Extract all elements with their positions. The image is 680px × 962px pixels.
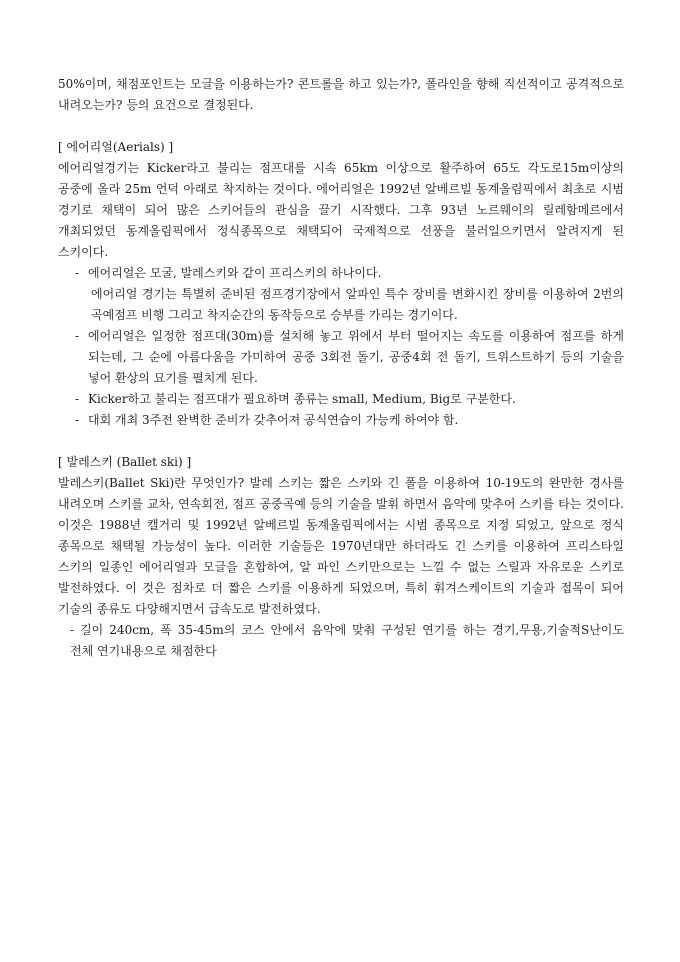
bullet-dash: - (75, 413, 80, 427)
spacer (58, 116, 624, 137)
intro-paragraph: 50%이며, 채점포인트는 모글을 이용하는가? 콘트롤을 하고 있는가?, 폴라인을 향해 직선적이고 공격적으로 내려오는가? 등의 요건으로 결정된다. (58, 77, 624, 112)
aerials-bullet-2 (58, 326, 624, 389)
document-page (58, 74, 624, 662)
aerials-bullet-4 (58, 410, 624, 431)
aerials-paragraph: 에어리얼경기는 Kicker라고 불리는 점프대를 시속 65km 이상으로 활주하여 65도 각도로15m이상의 공중에 올라 25m 언덕 아래로 착지하는 것이다. 에어리얼은 1992년 알베르빌 동계올림픽에서 최초로 시범 경기로 채택이 되어 많은 스키어들의 관심을 끌기 시작했다. 그후 93년 노르웨이의 릴레함메르에서 개최되었던 동계올림픽에서 정식종목으로 채택되어 국제적으로 선풍을 불러일으키면서 알려지게 된 스키이다. (58, 161, 624, 259)
bullet-dash: - (75, 266, 80, 280)
bullet-dash: - (75, 392, 80, 406)
bullet-text: Kicker하고 불리는 점프대가 필요하며 종류는 small, Medium, Big로 구분한다. (88, 392, 516, 406)
ballet-bullet: - 길이 240cm, 폭 35-45m의 코스 안에서 음악에 맞춰 구성된 연기를 하는 경기,무용,기술적S난이도 전체 연기내용으로 채점한다 (70, 623, 624, 658)
bullet-dash: - (75, 329, 80, 343)
bullet-text: 에어리얼은 일정한 점프대(30m)를 설치해 놓고 위에서 부터 떨어지는 속도를 이용하여 점프를 하게 되는데, 그 순에 아름다움을 가미하여 공중 3회전 돌기, 공중4회 전 돌기, 트위스트하기 등의 기술을 넣어 환상의 묘기를 펼치게 된다. (88, 329, 624, 385)
aerials-heading: [ 에어리얼(Aerials) ] (58, 140, 174, 154)
bullet-text: 대회 개최 3주전 완벽한 준비가 갖추어져 공식연습이 가능케 하여야 함. (88, 413, 459, 427)
aerials-bullet-1-detail: 에어리얼 경기는 특별히 준비된 점프경기장에서 알파인 특수 장비를 변화시킨 장비를 이용하여 2번의 곡예점프 비행 그리고 착지순간의 동작등으로 승부를 가리는 경기이다. (91, 287, 624, 322)
spacer (58, 431, 624, 452)
aerials-bullet-1 (58, 263, 624, 284)
aerials-bullet-3 (58, 389, 624, 410)
ballet-paragraph: 발레스키(Ballet Ski)란 무엇인가? 발레 스키는 짧은 스키와 긴 폴을 이용하여 10-19도의 완만한 경사를 내려오며 스키를 교차, 연속회전, 점프 공중곡예 등의 기술을 발휘 하면서 음악에 맞추어 스키를 타는 것이다. 이것은 1988년 캘거리 및 1992년 알베르빌 동계올림픽에서는 시범 종목으로 지정 되었고, 앞으로 정식 종목으로 채택될 가능성이 높다. 이러한 기술들은 1970년대만 하더라도 긴 스키를 이용하여 프리스타일 스키의 일종인 에어리얼과 모글을 혼합하여, 알 파인 스키만으로는 느낄 수 없는 스릴과 자유로운 스키로 발전하였다. 이 것은 점차로 더 짧은 스키를 이용하게 되었으며, 특히 휘겨스케이트의 기술과 접목이 되어 기술의 종류도 다양해지면서 급속도로 발전하였다. (58, 476, 624, 616)
ballet-heading: [ 발레스키 (Ballet ski) ] (58, 455, 192, 469)
bullet-text: 에어리얼은 모굴, 발레스키와 같이 프리스키의 하나이다. (88, 266, 382, 280)
